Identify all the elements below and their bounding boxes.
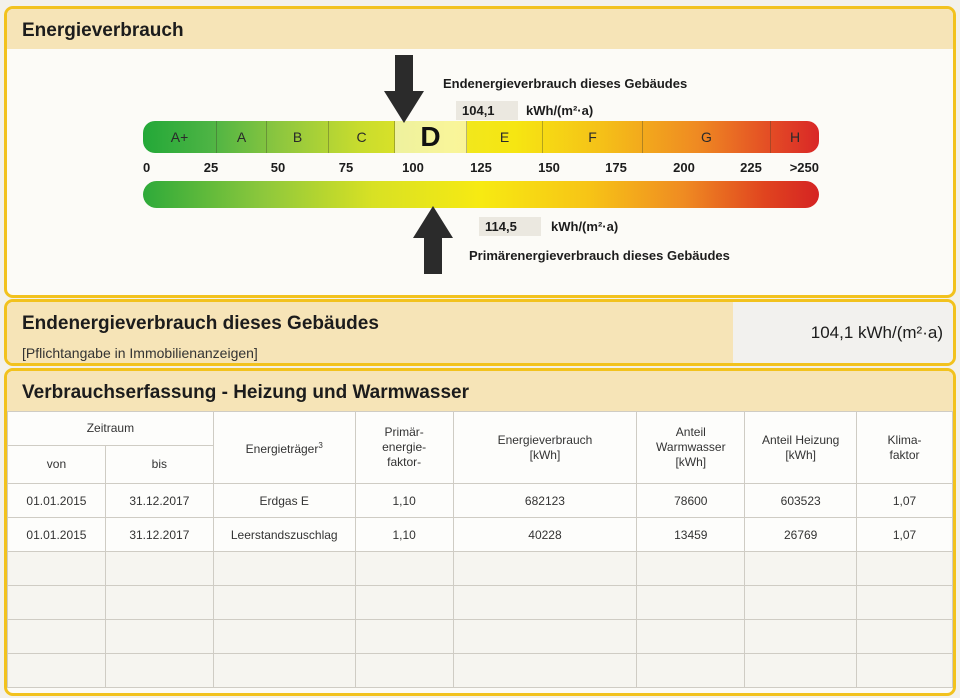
empty-table-cell [213,654,355,688]
empty-table-cell [105,586,213,620]
summary-label-area [7,302,733,363]
energy-class-f: F [543,121,643,153]
energy-class-b: B [267,121,329,153]
col-header-energietraeger: Energieträger$^3$ [213,412,355,484]
empty-table-row [8,552,953,586]
consumption-table [7,411,953,688]
scale-tick-label: 225 [740,160,762,175]
empty-table-cell [213,586,355,620]
empty-table-cell [8,586,106,620]
empty-table-cell [453,552,637,586]
empty-table-row [8,620,953,654]
energy-class-c: C [329,121,395,153]
empty-table-cell [213,552,355,586]
table-cell: 31.12.2017 [105,484,213,518]
col-header-von: von [8,446,106,484]
col-header-klimafaktor: Klima- faktor [857,412,953,484]
energy-class-g: G [643,121,771,153]
empty-table-cell [637,552,745,586]
empty-table-cell [453,620,637,654]
col-header-bis: bis [105,446,213,484]
energy-class-d: D [395,121,467,153]
energy-class-aplus: A+ [143,121,217,153]
primary-energy-gradient-bar [143,181,819,208]
scale-ticks [143,160,819,178]
summary-value: 104,1 kWh/(m²·a) [733,302,953,363]
summary-title: Endenergieverbrauch dieses Gebäudes [22,313,379,334]
table-cell: 40228 [453,518,637,552]
empty-table-cell [637,586,745,620]
empty-table-cell [745,620,857,654]
empty-table-cell [745,654,857,688]
empty-table-cell [8,620,106,654]
empty-table-cell [857,654,953,688]
scale-tick-label: >250 [789,160,819,175]
empty-table-cell [857,552,953,586]
table-cell: 01.01.2015 [8,484,106,518]
table-cell: 1,10 [355,484,453,518]
scale-tick-label: 50 [270,160,286,175]
end-energy-unit: kWh/(m²·a) [526,103,594,118]
end-energy-label: Endenergieverbrauch dieses Gebäudes [443,76,688,91]
empty-table-cell [857,586,953,620]
col-header-anteil-warmwasser: Anteil Warmwasser [kWh] [637,412,745,484]
empty-table-cell [453,586,637,620]
empty-table-cell [355,654,453,688]
table-row [8,484,953,518]
empty-table-cell [745,586,857,620]
scale-tick-label: 25 [203,160,219,175]
end-energy-value: 104,1 [456,101,518,120]
col-header-primaerenergiefaktor: Primär- energie- faktor- [355,412,453,484]
empty-table-cell [105,620,213,654]
empty-table-cell [105,654,213,688]
end-energy-arrow-icon [384,55,424,123]
table-cell: Erdgas E [213,484,355,518]
energy-panel-title: Energieverbrauch [7,9,953,49]
table-cell: 1,10 [355,518,453,552]
table-cell: 13459 [637,518,745,552]
empty-table-row [8,586,953,620]
empty-table-cell [637,654,745,688]
primary-energy-arrow-icon [413,206,453,274]
consumption-record-panel [4,368,956,696]
table-cell: 01.01.2015 [8,518,106,552]
table-cell: 26769 [745,518,857,552]
scale-tick-label: 100 [402,160,424,175]
table-cell: 31.12.2017 [105,518,213,552]
table-cell: 78600 [637,484,745,518]
empty-table-row [8,654,953,688]
energy-class-h: H [789,129,801,145]
energy-class-e: E [467,121,543,153]
end-energy-summary-panel [4,299,956,366]
scale-tick-label: 150 [538,160,560,175]
scale-tick-label: 125 [470,160,492,175]
empty-table-cell [355,552,453,586]
primary-energy-value: 114,5 [479,217,541,236]
col-header-zeitraum: Zeitraum [8,412,214,446]
table-cell: Leerstandszuschlag [213,518,355,552]
table-cell: 603523 [745,484,857,518]
empty-table-cell [105,552,213,586]
scale-tick-label: 175 [605,160,627,175]
empty-table-cell [8,552,106,586]
empty-table-cell [857,620,953,654]
consumption-title: Verbrauchserfassung - Heizung und Warmwasser [7,371,953,411]
empty-table-cell [745,552,857,586]
empty-table-cell [453,654,637,688]
scale-tick-label: 75 [338,160,354,175]
table-cell: 682123 [453,484,637,518]
empty-table-cell [213,620,355,654]
summary-note: [Pflichtangabe in Immobilienanzeigen] [22,345,258,361]
col-header-anteil-heizung: Anteil Heizung [kWh] [745,412,857,484]
efficiency-class-bar [143,121,819,153]
primary-energy-unit: kWh/(m²·a) [551,219,619,234]
energy-class-a: A [217,121,267,153]
empty-table-cell [355,620,453,654]
scale-tick-label: 0 [143,160,151,175]
table-row [8,518,953,552]
table-cell: 1,07 [857,484,953,518]
table-cell: 1,07 [857,518,953,552]
empty-table-cell [8,654,106,688]
scale-tick-label: 200 [673,160,695,175]
col-header-energieverbrauch: Energieverbrauch [kWh] [453,412,637,484]
primary-energy-label: Primärenergieverbrauch dieses Gebäudes [469,248,730,263]
empty-table-cell [355,586,453,620]
empty-table-cell [637,620,745,654]
